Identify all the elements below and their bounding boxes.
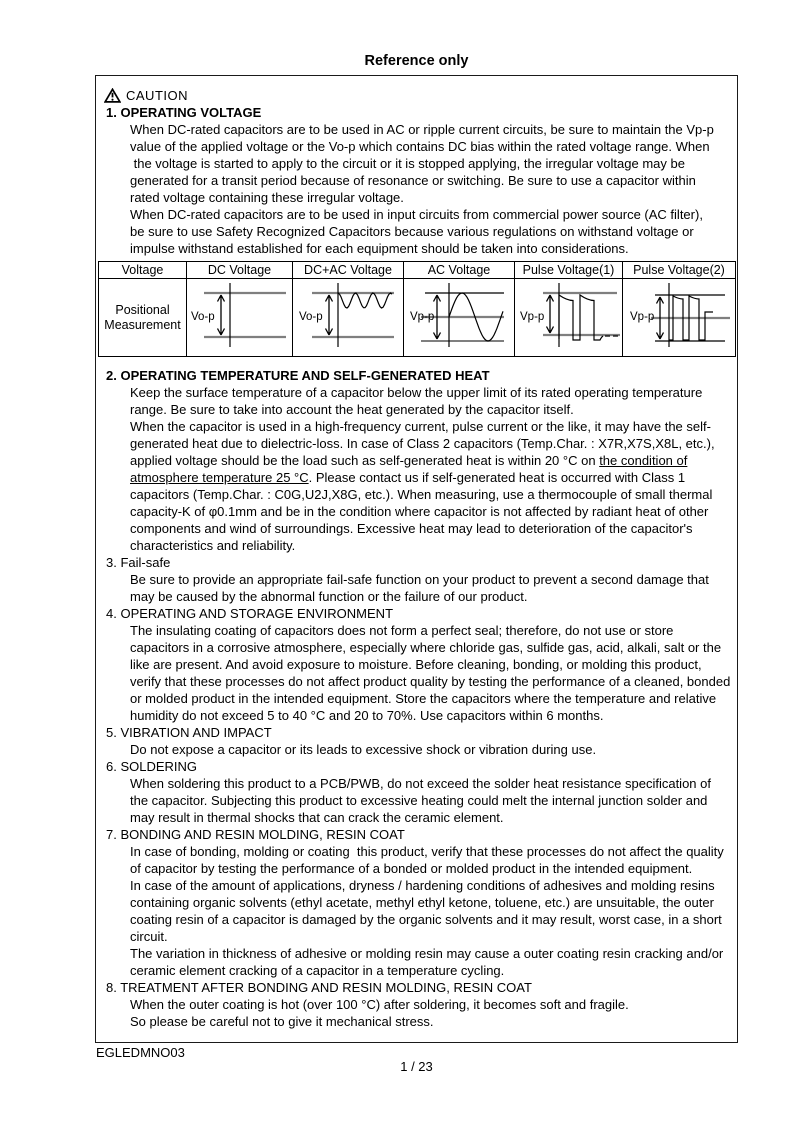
caution-box	[95, 75, 738, 1043]
section-vibration-impact	[96, 724, 737, 758]
section-heading: 8. TREATMENT AFTER BONDING AND RESIN MOLDING, RESIN COAT	[106, 980, 532, 995]
text-line: applied voltage should be the load such as self-generated heat is within 20 °C on the condition of	[130, 453, 688, 468]
table-header-cell: Pulse Voltage(1)	[515, 262, 623, 279]
sections-bottom	[96, 367, 737, 1030]
text-line: The insulating coating of capacitors does not form a perfect seal; therefore, do not use or store	[130, 623, 674, 638]
text-line: the voltage is started to apply to the circuit or it is stopped applying, the irregular voltage may be	[130, 156, 685, 171]
waveform-label: Vo-p	[190, 311, 215, 323]
section-heading: 5. VIBRATION AND IMPACT	[106, 725, 272, 740]
text-line: generated for a transit period because of resonance or switching. Be sure to use a capacitor within	[130, 173, 696, 188]
pulse1-voltage-waveform	[515, 279, 623, 357]
section-soldering	[96, 758, 737, 826]
dc-ac-voltage-waveform	[293, 279, 404, 357]
text-line: containing organic solvents (ethyl acetate, methyl ethyl ketone, toluene, etc.) are unsuitable, the outer	[130, 895, 714, 910]
text-line: When soldering this product to a PCB/PWB, do not exceed the solder heat resistance specification of	[130, 776, 711, 791]
ac-voltage-waveform	[404, 279, 515, 357]
section-operating-temperature	[96, 367, 737, 554]
text-line: In case of the amount of applications, dryness / hardening conditions of adhesives and molding resins	[130, 878, 715, 893]
text-line: impulse withstand established for each equipment should be taken into considerations.	[130, 241, 629, 256]
text-line: range. Be sure to take into account the heat generated by the capacitor itself.	[130, 402, 574, 417]
text-line: Be sure to provide an appropriate fail-safe function on your product to prevent a second damage that	[130, 572, 709, 587]
text-line: generated heat due to dielectric-loss. In case of Class 2 capacitors (Temp.Char. : X7R,X7S,X8L, etc.),	[130, 436, 715, 451]
text-line: may result in thermal shocks that can crack the ceramic element.	[130, 810, 504, 825]
section-bonding-resin-molding	[96, 826, 737, 979]
caution-heading	[104, 87, 737, 104]
section-heading: 7. BONDING AND RESIN MOLDING, RESIN COAT	[106, 827, 405, 842]
text-line: rated voltage containing these irregular voltage.	[130, 190, 404, 205]
voltage-table-head	[99, 262, 736, 279]
waveform-label: Vp-p	[630, 311, 655, 323]
text-line: Do not expose a capacitor or its leads to excessive shock or vibration during use.	[130, 742, 597, 757]
voltage-table-body	[99, 279, 736, 357]
text-line: coating resin of a capacitor is damaged by the organic solvents and it may result, worst case, in a short	[130, 912, 722, 927]
text-line: So please be careful not to give it mechanical stress.	[130, 1014, 434, 1029]
text-line: When the outer coating is hot (over 100 °C) after soldering, it becomes soft and fragile.	[130, 997, 629, 1012]
section-heading: 6. SOLDERING	[106, 759, 198, 774]
text-line: humidity do not exceed 5 to 40 °C and 20 to 70%. Use capacitors within 6 months.	[130, 708, 604, 723]
text-line: atmosphere temperature 25 °C. Please contact us if self-generated heat is occurred with Class 1	[130, 470, 686, 485]
table-header-cell: DC+AC Voltage	[293, 262, 404, 279]
caution-label: CAUTION	[126, 88, 188, 103]
table-header-cell: Pulse Voltage(2)	[623, 262, 736, 279]
section-heading: 2. OPERATING TEMPERATURE AND SELF-GENERATED HEAT	[106, 368, 490, 383]
document-code: EGLEDMNO03	[96, 1045, 185, 1060]
section-heading: 1. OPERATING VOLTAGE	[106, 105, 262, 120]
text-line: characteristics and reliability.	[130, 538, 296, 553]
text-line: of capacitor by testing the performance of a bonded or molded product in the intended equipment.	[130, 861, 693, 876]
section-heading: 3. Fail-safe	[106, 555, 171, 570]
text-line: capacitors (Temp.Char. : C0G,U2J,X8G, etc.). When measuring, use a thermocouple of small thermal	[130, 487, 713, 502]
page-number: 1 / 23	[400, 1059, 433, 1074]
text-line: Keep the surface temperature of a capacitor below the upper limit of its rated operating temperature	[130, 385, 703, 400]
sections-top	[96, 104, 737, 257]
text-line: capacitors in a corrosive atmosphere, especially where chloride gas, sulfide gas, acid, alkali, salt or the	[130, 640, 722, 655]
text-line: verify that these processes do not affect product quality by testing the performance of a cleaned, bonded	[130, 674, 731, 689]
text-line: In case of bonding, molding or coating this product, verify that these processes do not affect the quality	[130, 844, 724, 859]
section-heading: 4. OPERATING AND STORAGE ENVIRONMENT	[106, 606, 394, 621]
waveform-label: Vo-p	[299, 311, 323, 323]
section-operating-voltage	[96, 104, 737, 257]
text-line: be sure to use Safety Recognized Capacitors because various regulations on withstand voltage or	[130, 224, 694, 239]
pulse2-voltage-waveform	[623, 279, 736, 357]
section-operating-storage-environment	[96, 605, 737, 724]
section-fail-safe	[96, 554, 737, 605]
text-line: the capacitor. Subjecting this product to excessive heating could melt the internal junction solder and	[130, 793, 708, 808]
text-line: capacity-K of φ0.1mm and be in the condition where capacitor is not affected by radiant heat of other	[130, 504, 709, 519]
table-header-cell: AC Voltage	[404, 262, 515, 279]
text-line: value of the applied voltage or the Vo-p which contains DC bias within the rated voltage range. When	[130, 139, 710, 154]
table-header-cell: DC Voltage	[187, 262, 293, 279]
text-line: When DC-rated capacitors are to be used in AC or ripple current circuits, be sure to maintain the Vp-p	[130, 122, 714, 137]
row-label-line: Positional	[115, 302, 170, 317]
table-row	[99, 279, 736, 357]
text-line: components and wind of surroundings. Excessive heat may lead to deterioration of the capacitor's	[130, 521, 693, 536]
text-line: When DC-rated capacitors are to be used in input circuits from commercial power source (AC filter),	[130, 207, 703, 222]
waveform-label: Vp-p	[410, 311, 435, 323]
table-header-row	[99, 262, 736, 279]
text-line: may be caused by the abnormal function or the failure of our product.	[130, 589, 528, 604]
row-label-positional-measurement	[99, 279, 187, 357]
waveform-label: Vp-p	[519, 311, 544, 323]
dc-voltage-waveform	[187, 279, 293, 357]
text-line: ceramic element cracking of a capacitor in a temperature cycling.	[130, 963, 505, 978]
table-header-cell: Voltage	[99, 262, 187, 279]
text-line: or molded product in the intended equipment. Store the capacitors where the temperature and relative	[130, 691, 717, 706]
warning-triangle-icon	[104, 88, 121, 103]
text-line: The variation in thickness of adhesive or molding resin may cause a outer coating resin cracking and/or	[130, 946, 724, 961]
text-line: When the capacitor is used in a high-frequency current, pulse current or the like, it may have the self-	[130, 419, 711, 434]
row-label-line: Measurement	[104, 317, 181, 332]
section-treatment-after-bonding	[96, 979, 737, 1030]
voltage-table	[98, 261, 736, 357]
text-line: like are present. And avoid exposure to moisture. Before cleaning, bonding, or molding this product,	[130, 657, 702, 672]
text-line: circuit.	[130, 929, 168, 944]
page-title: Reference only	[364, 53, 469, 69]
